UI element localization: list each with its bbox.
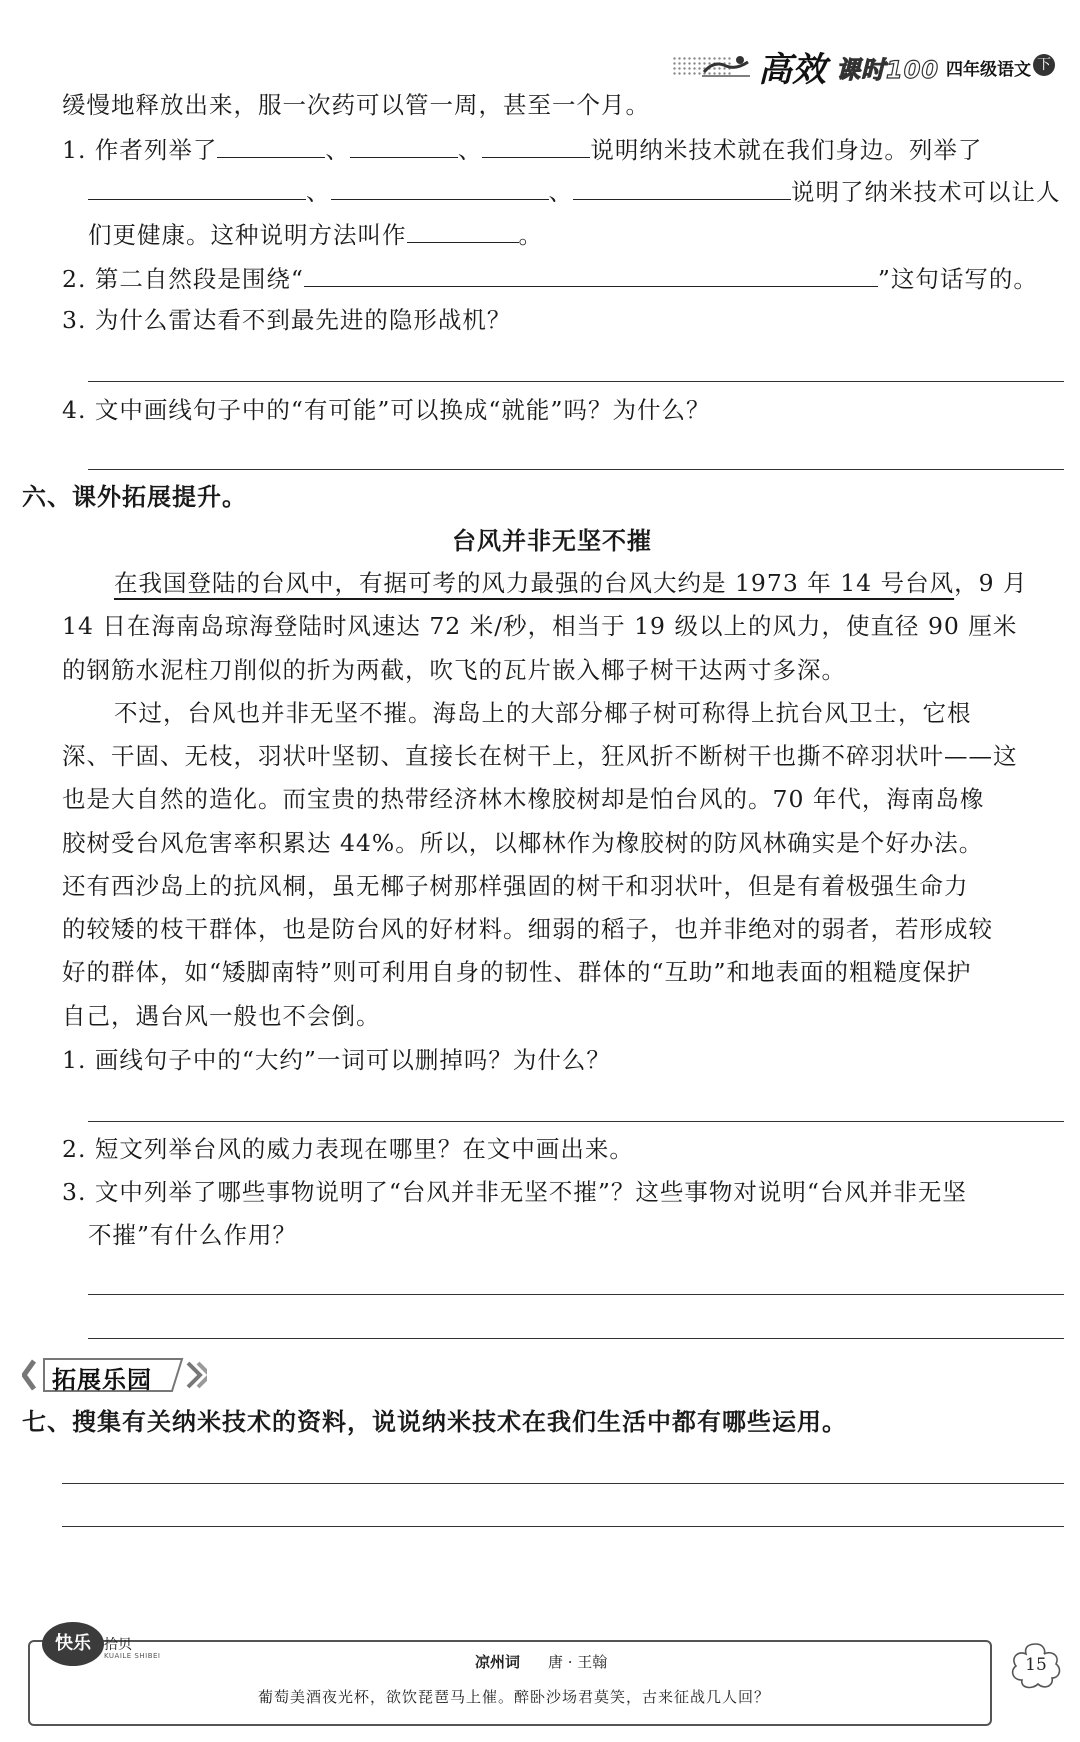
expand-banner-label: 拓展乐园	[52, 1366, 152, 1394]
answer-line[interactable]	[88, 469, 1064, 470]
poem-author: 唐 · 王翰	[548, 1653, 608, 1671]
p1-line1-rest: ，9 月	[954, 569, 1028, 597]
q1-line3	[88, 218, 543, 250]
q1-line1	[62, 133, 982, 165]
grade-label: 四年级语文	[946, 60, 1031, 80]
answer-blank[interactable]	[88, 175, 306, 200]
q1-text-b: 说明纳米技术就在我们身边。列举了	[590, 136, 983, 164]
q4-text: 4. 文中画线句子中的“有可能”可以换成“就能”吗？为什么？	[62, 396, 711, 424]
brand-sub: 课时100	[836, 56, 940, 84]
q1-text-a: 1. 作者列举了	[62, 136, 218, 164]
answer-line[interactable]	[62, 1483, 1064, 1484]
p2-line3: 也是大自然的造化。而宝贵的热带经济林木橡胶树却是怕台风的。70 年代，海南岛橡	[62, 785, 985, 813]
answer-blank[interactable]	[573, 175, 791, 200]
answer-blank[interactable]	[217, 133, 325, 158]
p2-line5: 还有西沙岛上的抗风桐，虽无椰子树那样强固的树干和羽状叶，但是有着极强生命力	[62, 872, 969, 900]
q2-text-b: ”这句话写的。	[877, 265, 1038, 293]
p2-line6: 的较矮的枝干群体，也是防台风的好材料。细弱的稻子，也并非绝对的弱者，若形成较	[62, 915, 993, 943]
p2-line1: 不过，台风也并非无坚不摧。海岛上的大部分椰子树可称得上抗台风卫士，它根	[114, 699, 972, 727]
q1-text-c: 说明了纳米技术可以让人	[791, 178, 1061, 206]
p6-q1-text: 1. 画线句子中的“大约”一词可以删掉吗？为什么？	[62, 1046, 611, 1074]
p2-line4: 胶树受台风危害率积累达 44%。所以，以椰林作为橡胶树的防风林确实是个好办法。	[62, 829, 984, 857]
volume-badge: 下	[1033, 54, 1055, 76]
answer-blank[interactable]	[304, 262, 878, 287]
carry-line: 缓慢地释放出来，服一次药可以管一周，甚至一个月。	[62, 91, 650, 119]
separator: 、	[457, 136, 483, 164]
answer-line[interactable]	[62, 1526, 1064, 1527]
p1-line1	[114, 568, 1028, 598]
q1-text-d: 们更健康。这种说明方法叫作	[88, 221, 407, 249]
q2-text-a: 2. 第二自然段是围绕“	[62, 265, 304, 293]
p1-line2: 14 日在海南岛琼海登陆时风速达 72 米/秒，相当于 19 级以上的风力，使直径 90 厘米	[62, 612, 1018, 640]
q2-line	[62, 262, 1038, 294]
answer-blank[interactable]	[482, 133, 590, 158]
answer-line[interactable]	[88, 381, 1064, 382]
p6-q2-text: 2. 短文列举台风的威力表现在哪里？在文中画出来。	[62, 1135, 634, 1163]
separator: 、	[325, 136, 350, 164]
p2-line8: 自己，遇台风一般也不会倒。	[62, 1002, 381, 1030]
brand-main: 高效	[758, 50, 826, 90]
section-six-heading: 六、课外拓展提升。	[22, 483, 247, 511]
answer-blank[interactable]	[350, 133, 458, 158]
section-seven-heading: 七、搜集有关纳米技术的资料，说说纳米技术在我们生活中都有哪些运用。	[22, 1408, 847, 1436]
p2-line2: 深、干固、无枝，羽状叶坚韧、直接长在树干上，狂风折不断树干也撕不碎羽状叶——这	[62, 742, 1018, 770]
p6-q3-line1: 3. 文中列举了哪些事物说明了“台风并非无坚不摧”？这些事物对说明“台风并非无坚	[62, 1178, 967, 1206]
footer-logo-en: KUAILE SHIBEI	[104, 1652, 161, 1660]
p1-line3: 的钢筋水泥柱刀削似的折为两截，吹飞的瓦片嵌入椰子树干达两寸多深。	[62, 656, 846, 684]
footer-logo: 快乐	[42, 1622, 104, 1666]
passage-title: 台风并非无坚不摧	[452, 527, 652, 555]
q1-line2	[88, 175, 1061, 207]
answer-line[interactable]	[88, 1294, 1064, 1295]
p2-line7: 好的群体，如“矮脚南特”则可利用自身的韧性、群体的“互助”和地表面的粗糙度保护	[62, 958, 972, 986]
p6-q3-line2: 不摧”有什么作用？	[88, 1221, 298, 1249]
answer-blank[interactable]	[331, 175, 549, 200]
answer-blank[interactable]	[407, 218, 519, 243]
period: 。	[518, 221, 543, 249]
q3-text: 3. 为什么雷达看不到最先进的隐形战机？	[62, 306, 512, 334]
separator: 、	[548, 178, 573, 206]
separator: 、	[306, 178, 331, 206]
page-number: 15	[1025, 1655, 1047, 1675]
swimmer-icon	[700, 52, 752, 78]
underlined-sentence: 在我国登陆的台风中，有据可考的风力最强的台风大约是 1973 年 14 号台风	[114, 569, 955, 597]
answer-line[interactable]	[88, 1121, 1064, 1122]
poem-text: 葡萄美酒夜光杯，欲饮琵琶马上催。醉卧沙场君莫笑，古来征战几人回？	[258, 1688, 771, 1706]
footer-logo-text: 拾贝	[104, 1637, 132, 1653]
poem-title: 凉州词	[475, 1653, 521, 1671]
answer-line[interactable]	[88, 1338, 1064, 1339]
